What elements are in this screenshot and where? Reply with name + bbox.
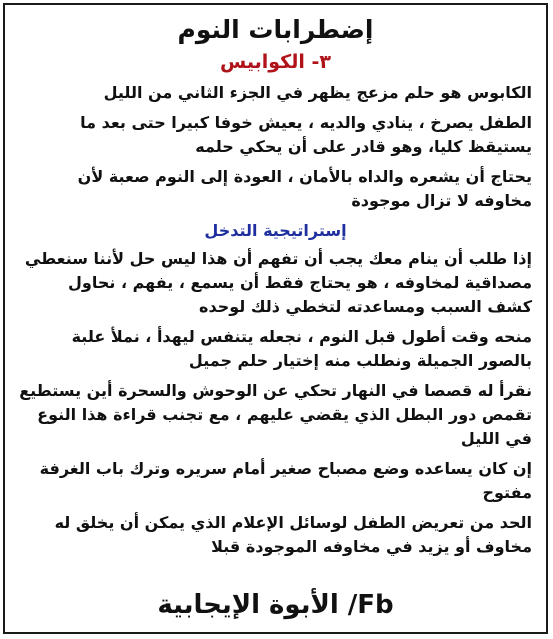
page-title: إضطرابات النوم bbox=[177, 15, 374, 44]
strategy-paragraph: الحد من تعريض الطفل لوسائل الإعلام الذي يمكن أن يخلق له مخاوف أو يزيد في مخاوفه الموجودة قبلا bbox=[54, 513, 532, 556]
strategy-paragraph: نقرأ له قصصا في النهار تحكي عن الوحوش والسحرة أين يستطيع تقمص دور البطل الذي يقضي عليهم ، مع تجنب قراءة هذا النوع في الليل bbox=[19, 381, 532, 448]
intro-paragraph: الكابوس هو حلم مزعج يظهر في الجزء الثاني من الليل bbox=[103, 83, 532, 102]
strategy-paragraph: منحه وقت أطول قبل النوم ، نجعله يتنفس ليهدأ ، نملأ علبة بالصور الجميلة ونطلب منه إختيار حلم جميل bbox=[71, 327, 532, 370]
strategy-paragraph: إذا طلب أن ينام معك يجب أن تفهم أن هذا ليس حل لأننا سنعطي مصداقية لمخاوفه ، هو يحتاج فقط أن يسمع ، يفهم ، نحاول كشف السبب ومساعدته لتخطي ذلك لوحده bbox=[24, 249, 532, 316]
section-subtitle: ٣- الكوابيس bbox=[220, 51, 331, 73]
strategy-heading: إستراتيجية التدخل bbox=[204, 221, 347, 240]
intro-paragraph: يحتاج أن يشعره والداه بالأمان ، العودة إلى النوم صعبة لأن مخاوفه لا تزال موجودة bbox=[77, 167, 532, 210]
strategy-paragraph: إن كان يساعده وضع مصباح صغير أمام سريره وترك باب الغرفة مفتوح bbox=[39, 459, 532, 502]
document-frame bbox=[3, 3, 548, 634]
intro-paragraph: الطفل يصرخ ، ينادي والديه ، يعيش خوفا كبيرا حتى بعد ما يستيقظ كليا، وهو قادر على أن يحكي حلمه bbox=[80, 113, 532, 156]
document-body bbox=[5, 5, 546, 559]
footer-credit: الأبوة الإيجابية /Fb bbox=[157, 590, 394, 620]
